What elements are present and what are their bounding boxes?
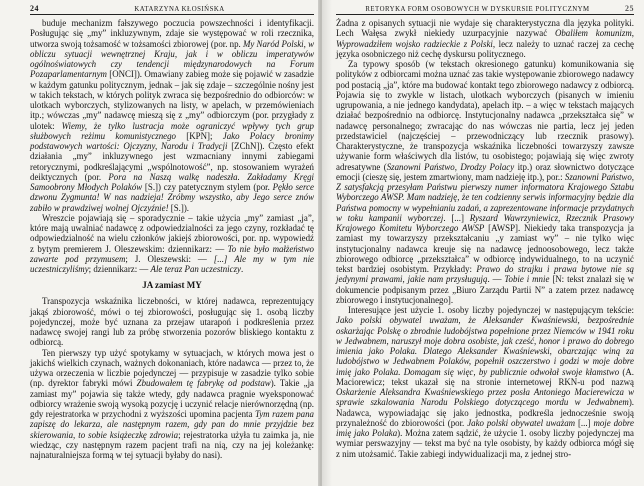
right-running-title: RETORYKA FORM OSOBOWYCH W DYSKURSIE POLITYCZNYM xyxy=(365,6,590,13)
italic-text: Pękło serce dzwonu Zygmunta! W nas nadzieja! Zróbmy wszystko, aby Jego serce znów zabiło w prawdziwej wolnej Ojczyźnie! xyxy=(30,182,314,213)
italic-text: Prawo do strajku i prawa bytowe nie są jedynymi prawami, jakie nam przysługują xyxy=(336,264,634,285)
paragraph xyxy=(30,296,314,347)
text-run: Transpozycja wskaźnika liczebności, w której nadawca, reprezentujący jakąś zbiorowość, mówi o tej zbiorowości, posługując się 1. osobą liczby pojedynczej, może być uznana za przejaw utarapoń i podkreślenia przez nadawcę swojej rangi lub za próbę stworzenia pozorów bliskiego kontaktu z odbiorcą. xyxy=(30,296,314,348)
italic-text: moje dobre imię jako Polaka xyxy=(336,417,634,438)
left-paragraphs-after xyxy=(30,296,314,460)
text-run: [ZChN]). Często efekt działania „my” inkluzywnego jest wzmacniany innymi zabiegami retorycznymi, podkreślającymi „wspólnotowość”, np. stosowaniem wyrażeń deiktycznych (por. xyxy=(30,141,314,182)
italic-text: To nie było małżeństwo zawarte pod przymusem xyxy=(30,243,314,264)
text-run: [...] xyxy=(575,417,594,428)
italic-text: Wyprowadziłem wojsko radzieckie z Polski xyxy=(336,38,493,49)
text-run: . [...] xyxy=(443,212,470,223)
italic-text: Obaliłem komunizm xyxy=(554,28,632,39)
text-run: ; J. Oleszewski: — xyxy=(125,253,214,264)
text-run: [KPN]; xyxy=(176,130,223,141)
text-run: ; dziennikarz: — xyxy=(88,264,151,274)
italic-text: Szanowni Państwo, Drodzy Polacy xyxy=(386,161,515,172)
italic-text: Tobie i mnie xyxy=(504,274,550,285)
text-run: [AWSP]. Niekiedy taka transpozycja ja zamiast my towarzyszy przekształcaniu „y zamiast wy” – nie tylko więc instytucjonalny nadawca kreuje się na nadawcę jednoosobowego, lecz także zbiorowego odbiorcę „przekształca” w odbiorcę indywidualnego, to na uczynić tekst bardziej osobistym. Przykłady: xyxy=(336,223,634,274)
text-run: . — xyxy=(487,274,505,285)
section-subheading: JA zamiast MY xyxy=(142,280,202,291)
left-running-title: KATARZYNA KŁOSIŃSKA xyxy=(134,6,225,13)
text-run: , lecz należy to uznać raczej za cechę języka osobniczego niż cechę dyskursu politycznego. xyxy=(336,38,634,59)
left-page-number: 24 xyxy=(30,4,39,13)
text-run: ). Takie „ja zamiast my” pojawia się także wtedy, gdy nadawca pragnie wyeksponować odbiorcy wrażenie swoją wysoką pozycję i uczynić relacje nierównorzędną (np. gdy rejestratorka w przychodni z wyższości upomina pacjenta xyxy=(30,378,314,419)
italic-text: Jako polski obywatel uważam, że Aleksander Kwaśniewski, bezpośrednie oskarżając Polskę o zbrodnie ludobójstwa popełnione przez Niemców w 1941 roku w Jedwabnem, naruszył moje dobra osobiste, jak cześć, honor i prawo do dobrego imienia jako Polaka. Dlatego Aleksander Kwaśniewski, obarczając winą za ludobójstwo w Jedwabnem Polaków, popełnił oszczerstwo i godzi w moje dobre imię jako Polaka. Domagam się więc, by publicznie odwołał swoje kłamstwo xyxy=(336,315,634,377)
paragraph xyxy=(30,348,314,461)
paragraph xyxy=(336,305,634,459)
text-run: Żadna z opisanych sytuacji nie wydaje się charakterystyczna dla języka polityki. Lech Wałęsa zwykł niekiedy uzurpacyjnie nazywać xyxy=(336,18,634,39)
text-run: [N: tekst znalazł się w dokumencie podpisanym przez „Biuro Zarządu Partii N” a zatem przez nadawcę zbiorowego i instytucjonalnego]. xyxy=(336,274,634,305)
left-paragraphs-before xyxy=(30,18,314,274)
italic-text: My Naród Polski, w obliczu sytuacji wewnętrznej Kraju, jak i w obliczu imperatywów ogólnoświatowych czy tendencji międzynarodowych na Forum Pozaparlamentarnym xyxy=(30,38,314,80)
text-run: ). Można zatem sądzić, że użycie 1. osoby liczby pojedynczej ma wymiar perswazyjny — tekst ma być na tyle osobisty, by każdy odbiorca mógł się z nim utożsamić. Takie zabiegi indywidualizacji ma, z jednej stro- xyxy=(336,428,634,459)
paragraph xyxy=(336,59,634,305)
text-run: , xyxy=(631,28,634,39)
italic-text: [...] Ale my w tym nie uczestniczyliśmy xyxy=(30,253,314,274)
text-run: Za typowy sposób (w tekstach okresionego gatunku) komunikowania się polityków z odbiorcami można uznać zas takie występowanie zbiorowego nadawcy pod postacią „ja”, które ma budować kontakt tego zbiorowego nadawcy z odbiorcą. Pojawia się to zwykle w listach, ulotkach wyborczych (pisanych w imieniu ugrupowania, a nie jednego kandydata), apelach itp. – a więc w tekstach mających działać bezpośrednio na odbiorcę. Instytucjonalny nadawca „przekształca się” w nadawcę personalnego; zwracając do nas wówczas nie partia, lecz jej jeden przedstawiciel (najczęściej – przewodniczący lub rzecznik prasowy). Charakterystyczne, że transpozycja wskaźnika liczebności towarzyszy zawsze używanie form właściwych dla listów, tu osobistego; pojawiają się więc zwroty adresatywne ( xyxy=(336,59,634,172)
left-body xyxy=(30,18,314,460)
text-run: [ONCI]). Omawiany zabieg może się pojawić w zasadzie w każdym gatunku politycznym, jednak – jak się zdaje – szczególnie nośny jest w takich tekstach, w których polityk zwraca się bezpośrednio do odbiorców: w ulotkach wyborczych, stylizowanych na listy, w apelach, w przemówieniach itp.; wówczas „my” nadawcę mieszą się z „my” odbiorczym (por. przygłady z ulotek: xyxy=(30,69,314,131)
italic-text: Jako polski obywatel uważam xyxy=(467,417,576,428)
italic-text: Szanowni Państwo, Z satysfakcją przesyłam Państwu pierwszy numer informatora Krajowego Sztabu Wyborczego AWSP. Mam nadzieję, że ten codzienny serwis informacyjny będzie dla Państwa pomocny w wypełnianiu zadań, a zaprezentowane informacje przydatnych w toku kampanii wyborczej xyxy=(336,171,634,223)
right-paragraphs xyxy=(336,18,634,459)
right-running-head xyxy=(336,4,634,15)
text-run: [S.]). xyxy=(168,202,190,213)
paragraph xyxy=(30,18,314,213)
paragraph xyxy=(336,18,634,59)
text-run: Wreszcie pojawiają się – sporadycznie – takie użycia „my” zamiast „ja”, które mają uwalniać nadawcę z odpowiedzialności za jego czyny, rozkładać tę odpowiedzialność na wielu członków jakiejś zbiorowości, por. np. wypowiedź z bytym premierem J. Oleszewskim: dziennikarz: — xyxy=(30,212,314,254)
italic-text: Wiemy, że tylko lustracja może ograniczyć wpływy tych grup służbowych reżimu komunistycznego xyxy=(30,120,314,141)
text-run: . xyxy=(240,264,244,274)
text-run: ). Nadawca, wypowiadając się jako jednostka, podkreśla jednocześnie swoją przynależność do zbiorowości (por. xyxy=(336,397,634,428)
italic-text: Jako Polacy bronimy podstawowych wartości: Ojczyzny, Narodu i Tradycji xyxy=(30,130,314,151)
italic-text: Ale teraz Pan uczestniczy xyxy=(150,264,241,274)
text-run: [S.]) czy patetycznym stylem (por. xyxy=(142,182,273,192)
italic-text: Zbudowałem tę fabrykę od podstaw xyxy=(136,378,271,389)
text-run: buduje mechanizm fałszywego poczucia powszechności i identyfikacji. Posługując się „my” inkluzywnym, zdaje sie występować w roli rzecznika, utworza swoją tożsamość w tożsamości zbiorowej (por. np. xyxy=(30,18,314,49)
text-run: Ten pierwszy typ użyć spotykamy w sytuacjach, w których mowa jest o jakichś wielkich czynach, ważnych dokonaniach, które nadawca — przez to, że używa orzeczenia w liczbie pojedynczej — przypisuje w zasadzie tylko sobie (np. dyrektor fabryki mówi xyxy=(30,347,314,389)
text-run: itp.) oraz słownictwo dotyczące emocji (cieszę się, jestem zmartwiony, mam nadzieję itp.), por.: xyxy=(336,161,634,182)
italic-text: Ryszard Wawrzyniewicz, Rzecznik Prasowy Krajowego Komitetu Wyborczego AWSP xyxy=(336,212,634,233)
right-body xyxy=(336,18,634,459)
paragraph xyxy=(30,213,314,275)
left-running-head xyxy=(30,4,314,15)
italic-text: Pora na Naszą walkę nadeszła. Zakładamy Kręgi Samoobrony Młodych Polaków xyxy=(30,171,315,192)
text-run: (A. Maciorewicz; tekst ukazał się na stronie internetowej RKN-u pod nazwą xyxy=(336,366,634,387)
right-page xyxy=(322,0,644,486)
italic-text: Tym razem pana zapiszę do lekarza, ale następnym razem, gdy pan do mnie przyjdzie bez skierowania, to sobie książeczkę zdrowia xyxy=(30,409,314,440)
text-run: Interesujące jest użycie 1. osoby liczby pojedynczej w następującym tekście: xyxy=(348,305,634,315)
text-run: ; rejestratorka użyła tu zaimka ja, nie wiedząc, czy następnym razem pacjent trafi na nią, czy na jej koleżankę: najnaturalniejsza formą w tej sytuacji byłaby do nasi). xyxy=(30,429,314,460)
italic-text: Oskarżenie Aleksandra Kwaśniewskiego przez posła Antoniego Macierewicza w sprawie szkalowania Narodu Polskiego dotyczącego mordu w Jedwabnem xyxy=(336,387,634,408)
right-page-number: 25 xyxy=(625,4,634,13)
